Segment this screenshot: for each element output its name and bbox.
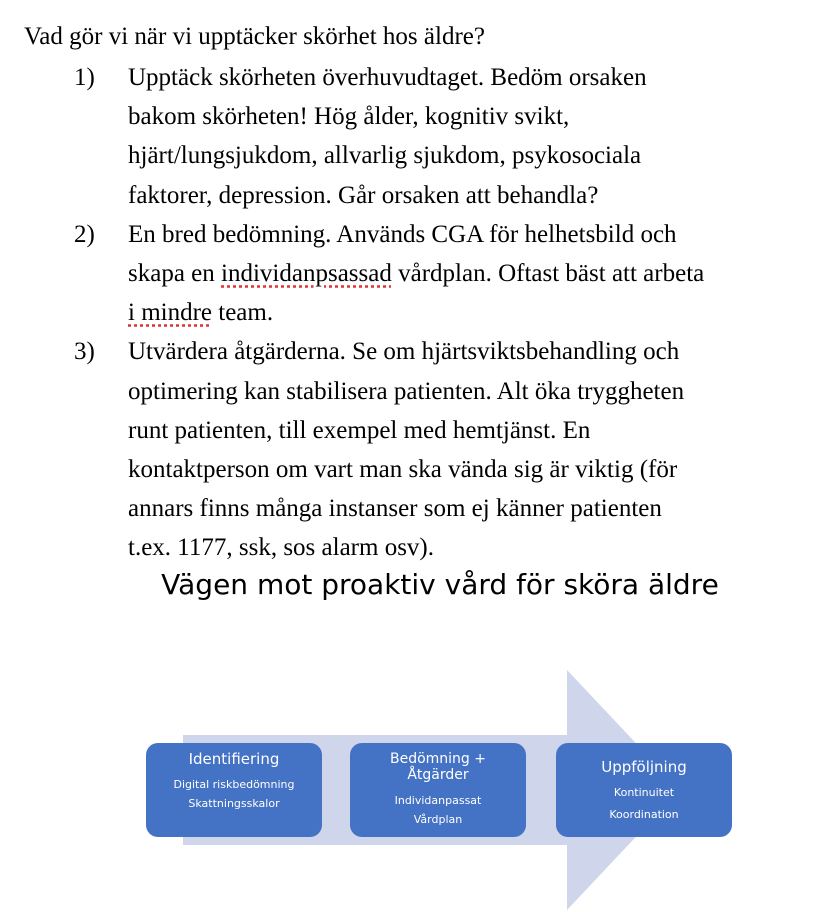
step-number: 2) [74, 220, 95, 248]
diagram-title: Vägen mot proaktiv vård för sköra äldre [161, 568, 719, 601]
step-box-item: Vårdplan [413, 813, 463, 826]
step-box-bedomning [350, 743, 526, 837]
step-box-item: Skattningsskalor [188, 797, 280, 810]
step-line: Upptäck skörheten överhuvudtaget. Bedöm orsaken [128, 64, 647, 91]
spellcheck-flagged-word[interactable]: individanpsassad [221, 260, 392, 288]
step-box-heading: Uppföljning [601, 758, 687, 776]
step-box-identifiering [146, 743, 322, 837]
step-line: optimering kan stabilisera patienten. Alt öka tryggheten [128, 377, 685, 405]
question-heading: Vad gör vi när vi upptäcker skörhet hos äldre? [24, 23, 485, 50]
step-box-item: Individanpassat [394, 794, 482, 807]
step-line: t.ex. 1177, ssk, sos alarm osv). [128, 534, 434, 562]
step-box-heading: Identifiering [188, 750, 280, 768]
step-text: team. [212, 299, 274, 327]
step-box-heading: Bedömning + [389, 751, 486, 767]
step-text: vårdplan. Oftast bäst att arbeta [391, 260, 705, 288]
spellcheck-flagged-phrase[interactable]: i mindre [128, 299, 213, 327]
step-number: 3) [74, 338, 95, 366]
step-box-heading: Åtgärder [407, 767, 469, 783]
step-box-item: Kontinuitet [613, 786, 675, 799]
step-line: kontaktperson om vart man ska vända sig är viktig (för [128, 456, 678, 484]
step-box-item: Digital riskbedömning [173, 778, 295, 791]
step-text: skapa en [128, 260, 222, 288]
step-box-item: Koordination [609, 808, 679, 821]
step-line: faktorer, depression. Går orsaken att behandla? [128, 181, 599, 209]
step-line: Utvärdera åtgärderna. Se om hjärtsviktsbehandling och [128, 338, 680, 366]
step-number: 1) [74, 64, 95, 91]
step-line: runt patienten, till exempel med hemtjänst. En [128, 416, 591, 444]
step-line: annars finns många instanser som ej känner patienten [128, 495, 662, 523]
step-line: bakom skörheten! Hög ålder, kognitiv svikt, [128, 103, 570, 131]
step-box-uppfoljning [556, 743, 732, 837]
step-line: hjärt/lungsjukdom, allvarlig sjukdom, psykosociala [128, 142, 642, 170]
step-line: En bred bedömning. Används CGA för helhetsbild och [128, 220, 677, 248]
